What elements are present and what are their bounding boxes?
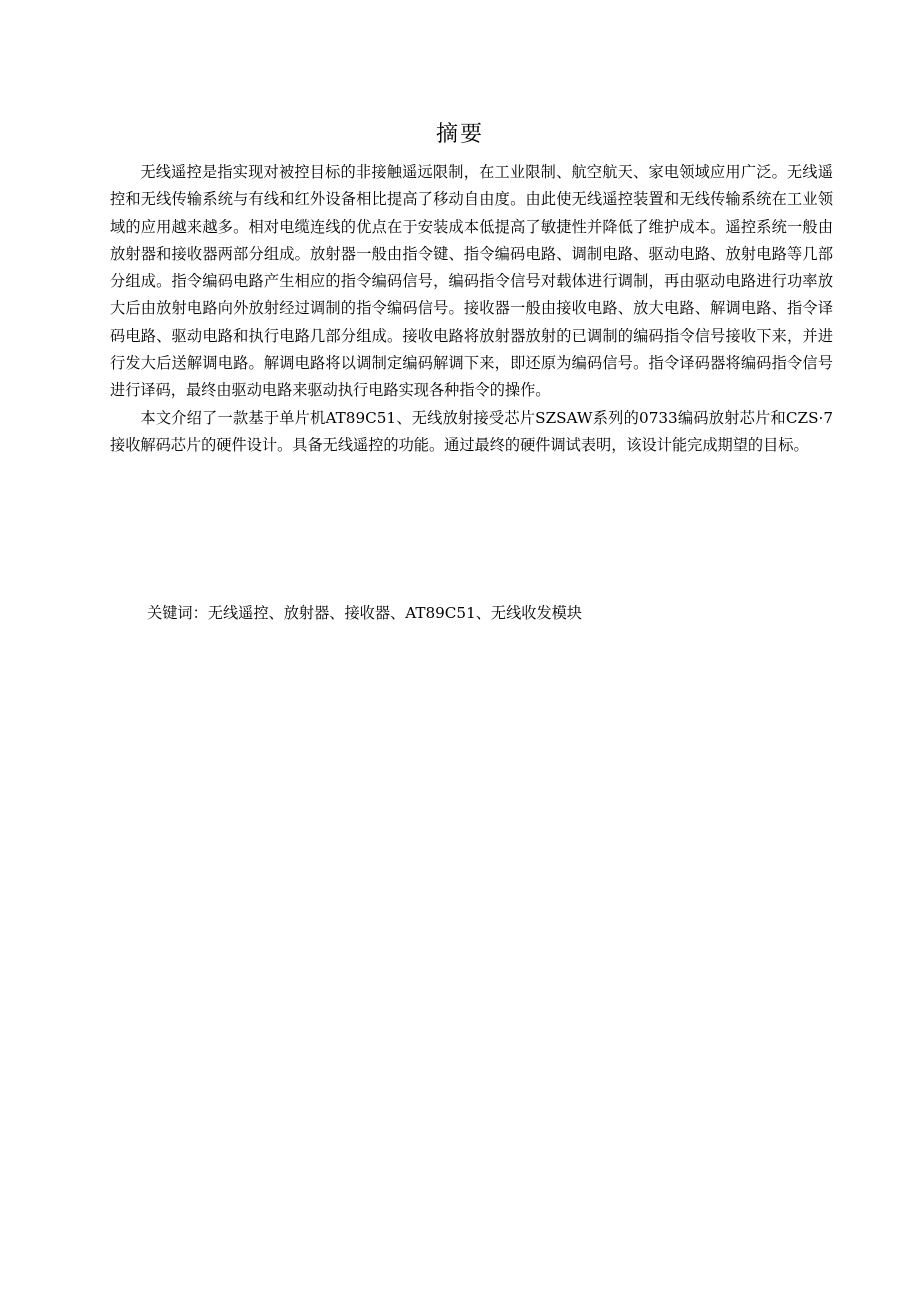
keywords-line: 关键词：无线遥控、放射器、接收器、AT89C51、无线收发模块 bbox=[147, 604, 583, 622]
abstract-paragraph-1: 无线遥控是指实现对被控目标的非接触遥远限制，在工业限制、航空航天、家电领域应用广泛。无线遥控和无线传输系统与有线和红外设备相比提高了移动自由度。由此使无线遥控装置和无线传输系统在工业领域的应用越来越多。相对电缆连线的优点在于安装成本低提高了敏捷性并降低了维护成本。遥控系统一般由放射器和接收器两部分组成。放射器一般由指令键、指令编码电路、调制电路、驱动电路、放射电路等几部分组成。指令编码电路产生相应的指令编码信号，编码指令信号对载体进行调制，再由驱动电路进行功率放大后由放射电路向外放射经过调制的指令编码信号。接收器一般由接收电路、放大电路、解调电路、指令译码电路、驱动电路和执行电路几部分组成。接收电路将放射器放射的已调制的编码指令信号接收下来，并进行发大后送解调电路。解调电路将以调制定编码解调下来，即还原为编码信号。指令译码器将编码指令信号进行译码，最终由驱动电路来驱动执行电路实现各种指令的操作。 bbox=[110, 163, 833, 400]
abstract-title: 摘要 bbox=[435, 122, 484, 147]
abstract-paragraph-2: 本文介绍了一款基于单片机AT89C51、无线放射接受芯片SZSAW系列的0733编码放射芯片和CZS·7接收解码芯片的硬件设计。具备无线遥控的功能。通过最终的硬件调试表明，该设计能完成期望的目标。 bbox=[110, 408, 833, 454]
abstract-body bbox=[110, 159, 833, 459]
